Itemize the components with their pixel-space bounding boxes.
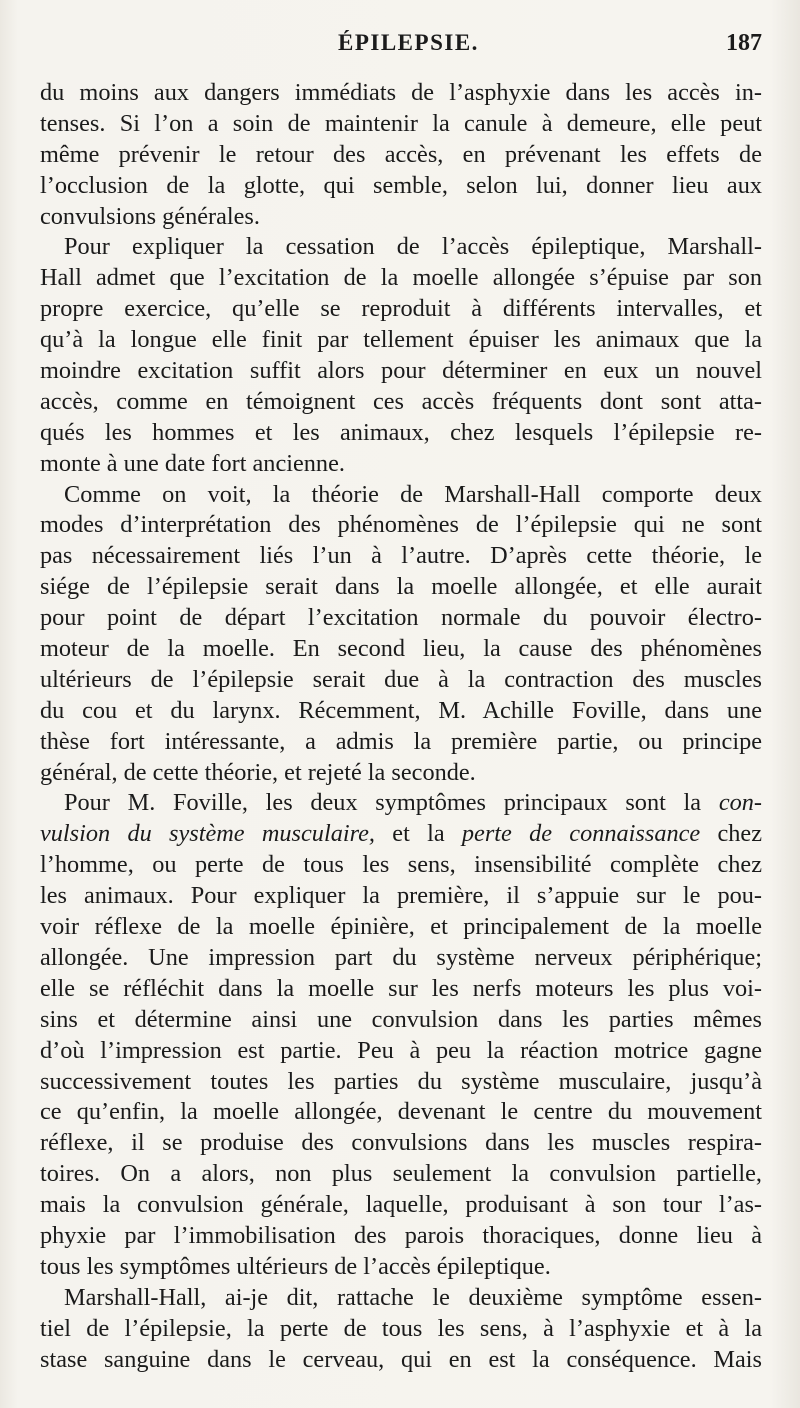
paragraph-first-line: Pour expliquer la cessation de l’accès épileptique, Marshall- <box>64 233 762 261</box>
text-line: même prévenir le retour des accès, en prévenant les effets de <box>40 140 762 168</box>
text-segment: et la <box>375 820 462 848</box>
text-line: ultérieurs de l’épilepsie serait due à la contraction des muscles <box>40 665 762 693</box>
italic-phrase: vulsion du système musculaire, <box>40 820 376 848</box>
text-line: monte à une date fort ancienne. <box>40 449 345 477</box>
text-line: les animaux. Pour expliquer la première, il s’appuie sur le pou- <box>40 882 762 910</box>
text-line: convulsions générales. <box>40 202 260 230</box>
text-line: toires. On a alors, non plus seulement la convulsion partielle, <box>40 1160 762 1188</box>
text-line: successivement toutes les parties du système musculaire, jusqu’à <box>40 1067 762 1095</box>
text-line: modes d’interprétation des phénomènes de l’épilepsie qui ne sont <box>40 511 762 539</box>
text-line: sins et détermine ainsi une convulsion dans les parties mêmes <box>40 1005 762 1033</box>
text-line: propre exercice, qu’elle se reproduit à différents intervalles, et <box>40 295 762 323</box>
text-line: d’où l’impression est partie. Peu à peu la réaction motrice gagne <box>40 1036 762 1064</box>
body-text <box>40 78 762 1375</box>
text-line: accès, comme en témoignent ces accès fréquents dont sont atta- <box>40 387 762 415</box>
text-line: l’homme, ou perte de tous les sens, insensibilité complète chez <box>40 851 762 879</box>
text-line: du moins aux dangers immédiats de l’asphyxie dans les accès in- <box>40 79 762 106</box>
running-header <box>0 30 800 64</box>
text-line: général, de cette théorie, et rejeté la seconde. <box>40 758 476 786</box>
text-line: qu’à la longue elle finit par tellement épuiser les animaux que la <box>40 326 762 354</box>
text-line: voir réflexe de la moelle épinière, et principalement de la moelle <box>40 913 762 941</box>
text-line: l’occlusion de la glotte, qui semble, selon lui, donner lieu aux <box>40 171 762 199</box>
text-line: phyxie par l’immobilisation des parois thoraciques, donne lieu à <box>40 1221 762 1249</box>
running-title: ÉPILEPSIE. <box>338 30 479 55</box>
text-segment: chez <box>700 820 762 848</box>
text-line: moteur de la moelle. En second lieu, la cause des phénomènes <box>40 635 762 663</box>
text-line: pour point de départ l’excitation normale du pouvoir électro- <box>40 604 762 632</box>
text-line: Hall admet que l’excitation de la moelle allongée s’épuise par son <box>40 264 762 292</box>
text-line: pas nécessairement liés l’un à l’autre. D’après cette théorie, le <box>40 542 762 570</box>
text-line: réflexe, il se produise des convulsions dans les muscles respira- <box>40 1129 762 1157</box>
text-line: allongée. Une impression part du système nerveux périphérique; <box>40 943 762 971</box>
text-line: siége de l’épilepsie serait dans la moelle allongée, et elle aurait <box>40 573 762 601</box>
page-number: 187 <box>726 30 762 56</box>
text-line: elle se réfléchit dans la moelle sur les nerfs moteurs les plus voi- <box>40 974 762 1002</box>
paragraph-first-line: Comme on voit, la théorie de Marshall-Hall comporte deux <box>64 480 762 508</box>
text-line: tenses. Si l’on a soin de maintenir la canule à demeure, elle peut <box>40 109 762 137</box>
text-line: ce qu’enfin, la moelle allongée, devenant le centre du mouvement <box>40 1098 762 1126</box>
text-line: du cou et du larynx. Récemment, M. Achille Foville, dans une <box>40 696 762 724</box>
text-line: thèse fort intéressante, a admis la première partie, ou principe <box>40 727 762 755</box>
text-line <box>40 819 762 850</box>
text-line: qués les hommes et les animaux, chez lesquels l’épilepsie re- <box>40 418 762 446</box>
italic-phrase: con- <box>718 789 762 817</box>
paragraph-first-line: Marshall-Hall, ai-je dit, rattache le deuxième symptôme essen- <box>64 1283 762 1311</box>
italic-phrase: perte de connaissance <box>461 820 701 848</box>
text-line: stase sanguine dans le cerveau, qui en est la conséquence. Mais <box>40 1345 762 1373</box>
text-line: moindre excitation suffit alors pour déterminer en eux un nouvel <box>40 357 762 385</box>
text-line: tiel de l’épilepsie, la perte de tous les sens, à l’asphyxie et à la <box>40 1314 762 1342</box>
text-segment: Pour M. Foville, les deux symptômes principaux sont la <box>64 789 719 817</box>
text-line: mais la convulsion générale, laquelle, produisant à son tour l’as- <box>40 1191 762 1219</box>
paragraph-first-line <box>40 788 762 819</box>
text-line: tous les symptômes ultérieurs de l’accès épileptique. <box>40 1252 551 1280</box>
